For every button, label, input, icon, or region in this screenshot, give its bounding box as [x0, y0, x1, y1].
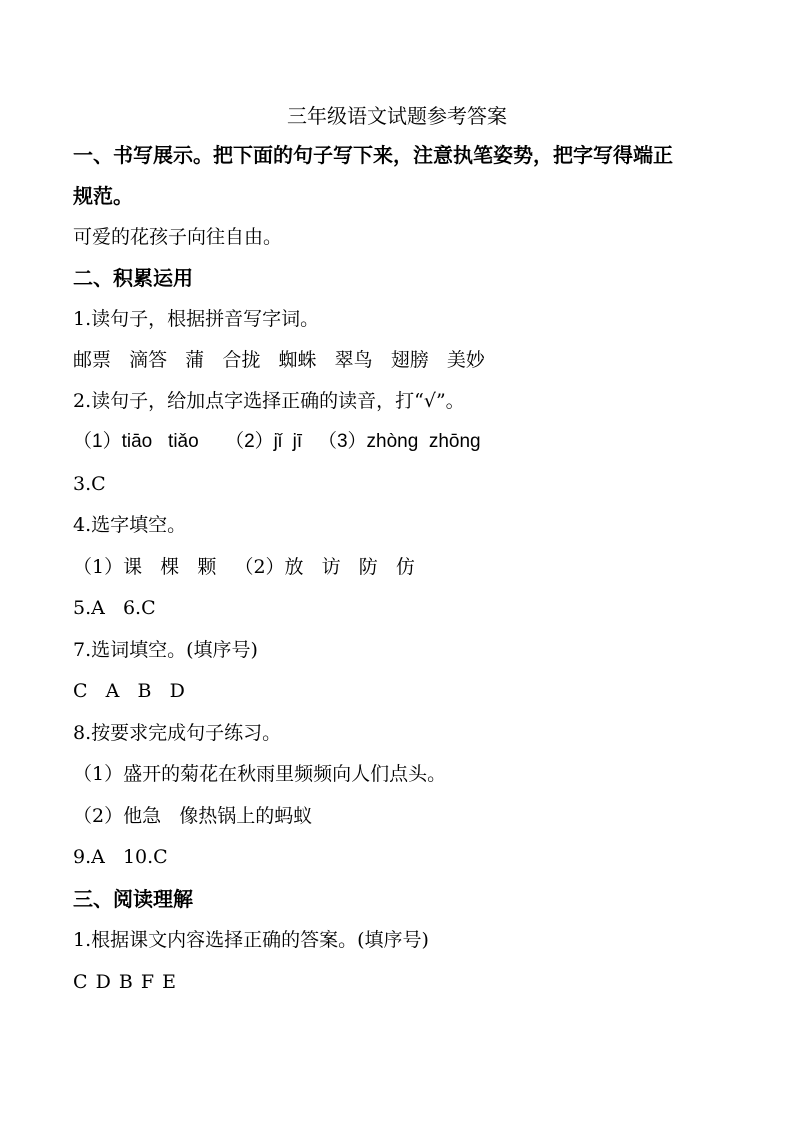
- section1-answer: 可爱的花孩子向往自由。: [73, 226, 283, 248]
- section2-q4-answer: （1）课 棵 颗 （2）放 访 防 仿: [73, 556, 415, 578]
- section3-q1-label: 1.根据课文内容选择正确的答案。(填序号): [73, 929, 429, 951]
- section2-q8-answer-2: （2）他急 像热锅上的蚂蚁: [73, 805, 313, 827]
- section2-q9-q10-answers: 9.A 10.C: [73, 846, 168, 868]
- section3-heading: 三、阅读理解: [73, 887, 193, 911]
- section2-q5-q6-answers: 5.A 6.C: [73, 597, 156, 619]
- section2-q4-label: 4.选字填空。: [73, 514, 187, 536]
- section3-q1-answer: C D B F E: [73, 971, 177, 993]
- section1-heading-line1: 一、书写展示。把下面的句子写下来，注意执笔姿势，把字写得端正: [73, 143, 673, 167]
- section2-q1-label: 1.读句子，根据拼音写字词。: [73, 308, 320, 330]
- section2-heading: 二、积累运用: [73, 266, 193, 290]
- section2-q3-answer: 3.C: [73, 473, 106, 495]
- section2-q2-answer: （1）tiāo tiǎo （2）jǐ jī （3）zhòng zhōng: [73, 431, 481, 452]
- page-title: 三年级语文试题参考答案: [287, 104, 507, 128]
- section2-q7-answer: C A B D: [73, 680, 185, 702]
- section2-q7-label: 7.选词填空。(填序号): [73, 639, 258, 661]
- section2-q8-label: 8.按要求完成句子练习。: [73, 722, 282, 744]
- section2-q2-label: 2.读句子，给加点字选择正确的读音，打“√”。: [73, 390, 465, 412]
- section1-heading-line2: 规范。: [73, 184, 133, 208]
- section2-q8-answer-1: （1）盛开的菊花在秋雨里频频向人们点头。: [73, 763, 447, 785]
- section2-q1-answer: 邮票 滴答 蒲 合拢 蜘蛛 翠鸟 翅膀 美妙: [73, 349, 485, 371]
